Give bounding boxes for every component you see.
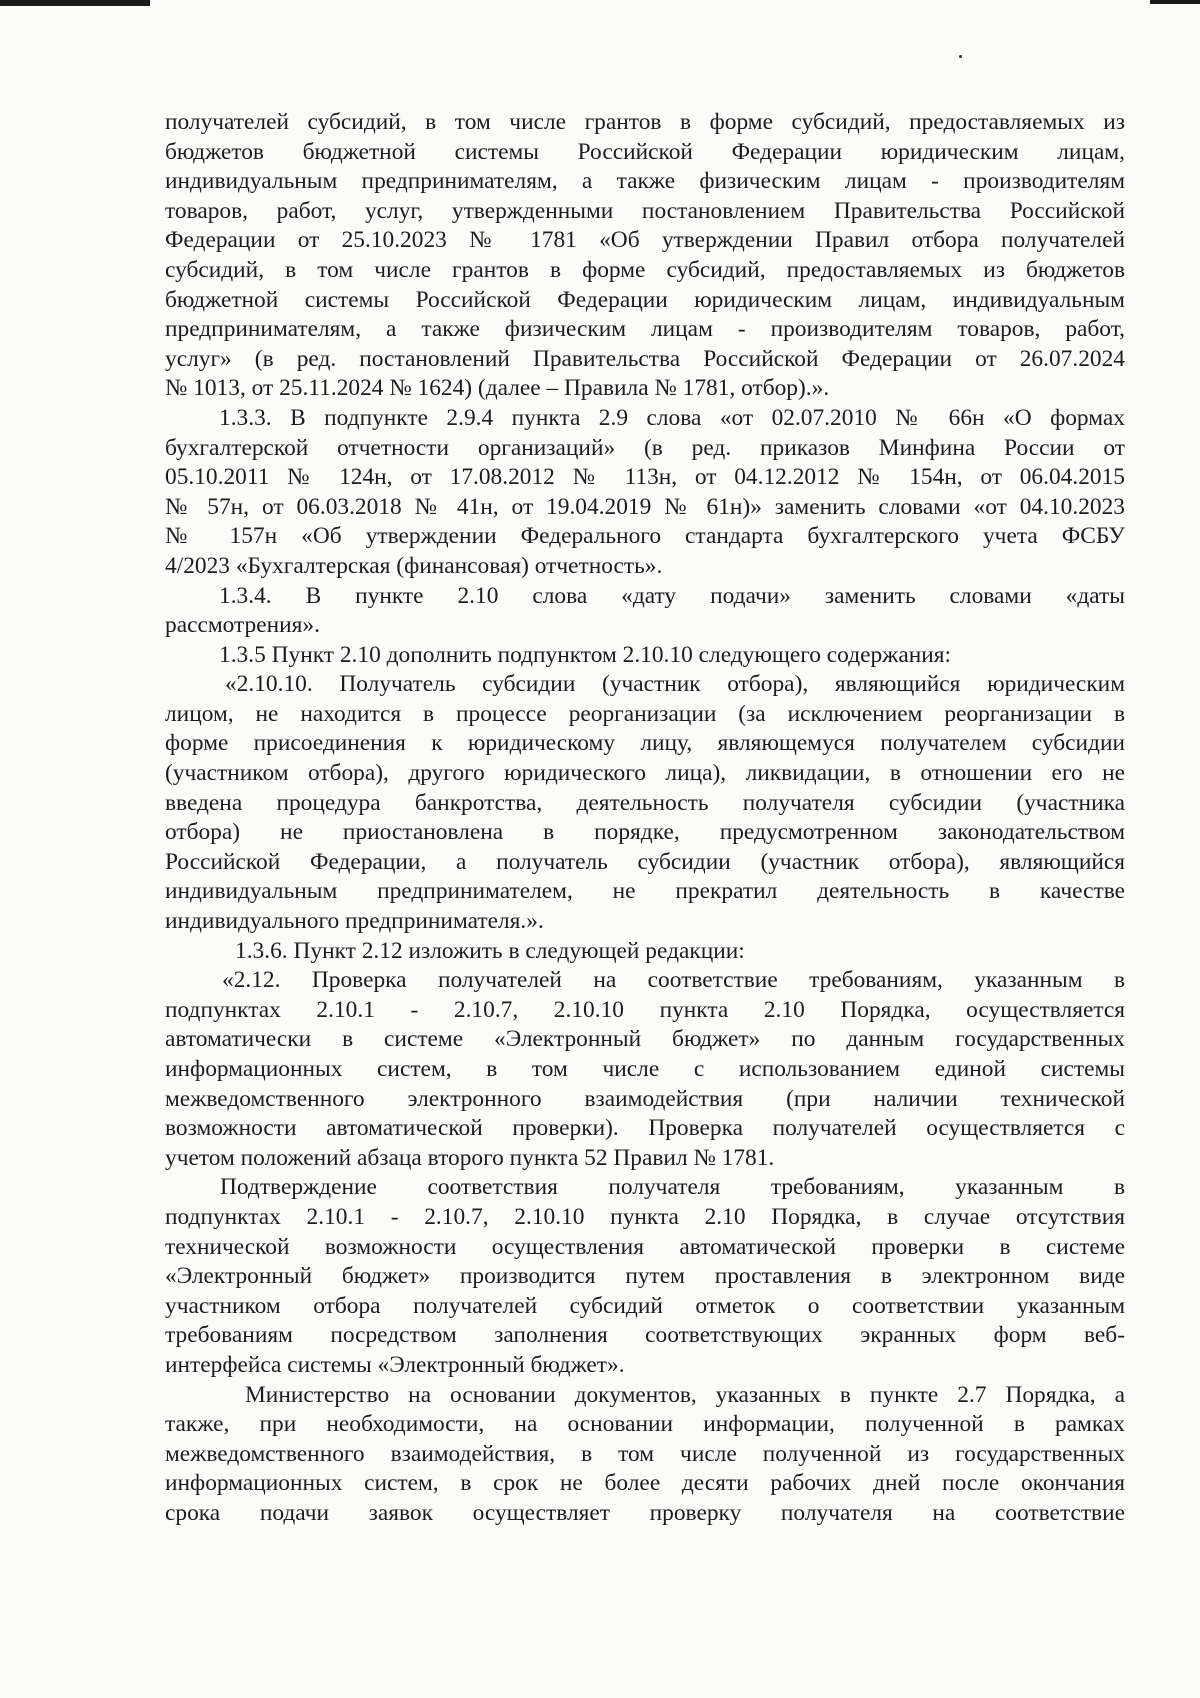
text-line: введена процедура банкротства, деятельность получателя субсидии (участника	[165, 789, 1125, 816]
text-line: услуг» (в ред. постановлений Правительства Российской Федерации от 26.07.2024	[165, 345, 1125, 372]
text-line: информационных систем, в срок не более десяти рабочих дней после окончания	[165, 1470, 1125, 1497]
text-line: технической возможности осуществления автоматической проверки в системе	[165, 1233, 1125, 1260]
text-line: форме присоединения к юридическому лицу, являющемуся получателем субсидии	[165, 730, 1125, 757]
text-line: межведомственного взаимодействия, в том числе полученной из государственных	[165, 1440, 1125, 1467]
text-line: Российской Федерации, а получатель субсидии (участник отбора), являющийся	[165, 848, 1125, 875]
text-line: 1.3.4. В пункте 2.10 слова «дату подачи» заменить словами «даты	[219, 582, 1125, 609]
text-line: получателей субсидий, в том числе грантов в форме субсидий, предоставляемых из	[165, 109, 1125, 135]
text-line: № 57н, от 06.03.2018 № 41н, от 19.04.2019 № 61н)» заменить словами «от 04.10.2023	[165, 493, 1125, 520]
text-line: индивидуальным предпринимателем, не прекратил деятельность в качестве	[165, 878, 1125, 905]
text-line: индивидуального предпринимателя.».	[165, 908, 544, 935]
text-line: субсидий, в том числе грантов в форме субсидий, предоставляемых из бюджетов	[165, 256, 1125, 283]
text-line: 1.3.5 Пункт 2.10 дополнить подпунктом 2.10.10 следующего содержания:	[219, 641, 952, 668]
text-line: участником отбора получателей субсидий отметок о соответствии указанным	[165, 1292, 1125, 1319]
text-line: № 157н «Об утверждении Федерального стандарта бухгалтерского учета ФСБУ	[165, 523, 1125, 550]
text-line: 4/2023 «Бухгалтерская (финансовая) отчетность».	[165, 552, 663, 579]
text-line: предпринимателям, а также физическим лицам - производителям товаров, работ,	[165, 316, 1125, 343]
scan-speck	[959, 55, 962, 58]
text-line: также, при необходимости, на основании информации, полученной в рамках	[165, 1411, 1125, 1438]
text-line: информационных систем, в том числе с использованием единой системы	[165, 1056, 1125, 1082]
text-line: подпунктах 2.10.1 - 2.10.7, 2.10.10 пункта 2.10 Порядка, осуществляется	[165, 996, 1125, 1023]
text-line: подпунктах 2.10.1 - 2.10.7, 2.10.10 пункта 2.10 Порядка, в случае отсутствия	[165, 1203, 1125, 1230]
text-line: 1.3.6. Пункт 2.12 изложить в следующей редакции:	[235, 937, 745, 964]
text-line: срока подачи заявок осуществляет проверку получателя на соответствие	[165, 1499, 1125, 1526]
text-line: бухгалтерской отчетности организаций» (в ред. приказов Минфина России от	[165, 434, 1125, 461]
text-line: «2.10.10. Получатель субсидии (участник отбора), являющийся юридическим	[225, 671, 1125, 698]
text-line: Подтверждение соответствия получателя требованиям, указанным в	[220, 1174, 1125, 1201]
text-line: требованиям посредством заполнения соответствующих экранных форм веб-	[165, 1322, 1125, 1349]
text-line: учетом положений абзаца второго пункта 52 Правил № 1781.	[165, 1144, 775, 1171]
text-line: индивидуальным предпринимателям, а также физическим лицам - производителям	[165, 168, 1125, 195]
text-line: автоматически в системе «Электронный бюджет» по данным государственных	[165, 1026, 1125, 1053]
text-line: интерфейса системы «Электронный бюджет».	[165, 1351, 625, 1378]
text-line: Федерации от 25.10.2023 № 1781 «Об утверждении Правил отбора получателей	[165, 227, 1125, 254]
text-line: отбора) не приостановлена в порядке, предусмотренном законодательством	[165, 819, 1125, 846]
scan-edge-left	[0, 0, 150, 6]
text-line: бюджетов бюджетной системы Российской Федерации юридическим лицам,	[165, 138, 1125, 165]
scan-edge-right	[1150, 0, 1200, 4]
text-line: лицом, не находится в процессе реорганизации (за исключением реорганизации в	[165, 700, 1125, 727]
text-line: № 1013, от 25.11.2024 № 1624) (далее – Правила № 1781, отбор).».	[165, 375, 830, 402]
text-line: 1.3.3. В подпункте 2.9.4 пункта 2.9 слова «от 02.07.2010 № 66н «О формах	[219, 404, 1125, 431]
text-line: межведомственного электронного взаимодействия (при наличии технической	[165, 1085, 1125, 1112]
text-line: (участником отбора), другого юридического лица), ликвидации, в отношении его не	[165, 760, 1125, 787]
text-line: 05.10.2011 № 124н, от 17.08.2012 № 113н, от 04.12.2012 № 154н, от 06.04.2015	[165, 464, 1125, 491]
text-line: «2.12. Проверка получателей на соответствие требованиям, указанным в	[222, 967, 1125, 994]
text-line: рассмотрения».	[165, 612, 320, 639]
text-line: товаров, работ, услуг, утвержденными постановлением Правительства Российской	[165, 197, 1125, 224]
text-line: Министерство на основании документов, указанных в пункте 2.7 Порядка, а	[245, 1381, 1125, 1408]
text-line: возможности автоматической проверки). Проверка получателей осуществляется с	[165, 1115, 1125, 1142]
text-line: «Электронный бюджет» производится путем проставления в электронном виде	[165, 1263, 1125, 1290]
text-line: бюджетной системы Российской Федерации юридическим лицам, индивидуальным	[165, 286, 1125, 313]
document-body	[165, 108, 1125, 1529]
